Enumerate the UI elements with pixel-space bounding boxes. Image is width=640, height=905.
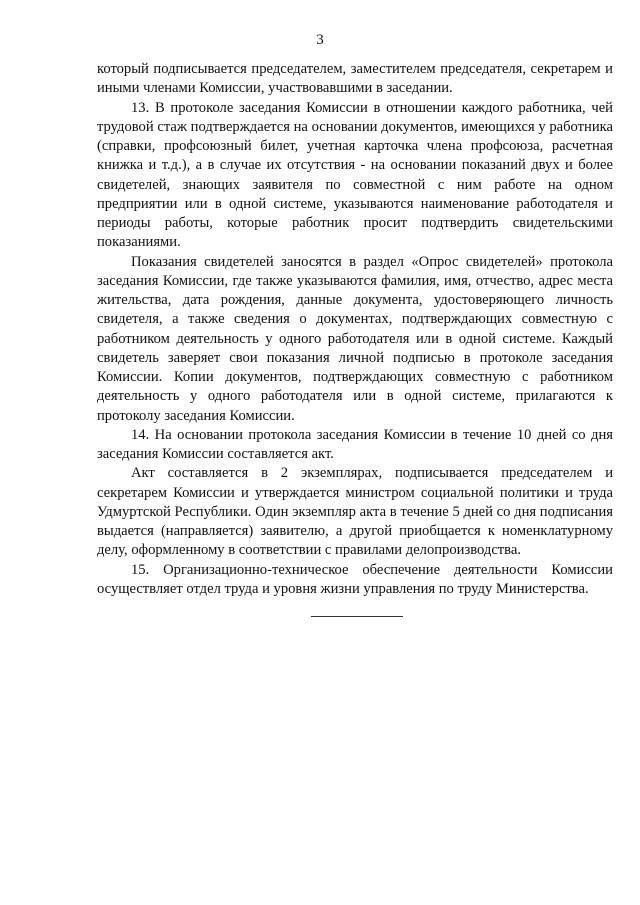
closing-separator-line bbox=[311, 616, 403, 617]
paragraph-item-15: 15. Организационно-техническое обеспечение деятельности Комиссии осуществляет отдел труда и уровня жизни управления по труду Министерства. bbox=[97, 561, 613, 597]
document-body bbox=[97, 60, 613, 599]
paragraph-continuation: который подписывается председателем, заместителем председателя, секретарем и иными членами Комиссии, участвовавшими в заседании. bbox=[97, 61, 613, 97]
paragraph-witness-testimony: Показания свидетелей заносятся в раздел «Опрос свидетелей» протокола заседания Комиссии, где также указываются фамилия, имя, отчество, адрес места жительства, дата рождения, данные документа, удостоверяющего личность свидетеля, а также сведения о документах, подтверждающих совместную с работником деятельность у одного работодателя или в одной системе. Каждый свидетель заверяет свои показания личной подписью в протоколе заседания Комиссии. Копии документов, подтверждающих совместную с работником деятельность у одного работодателя или в одной системе, прилагаются к протоколу заседания Комиссии. bbox=[97, 253, 613, 424]
paragraph-act: Акт составляется в 2 экземплярах, подписывается председателем и секретарем Комиссии и утверждается министром социальной политики и труда Удмуртской Республики. Один экземпляр акта в течение 5 дней со дня подписания выдается (направляется) заявителю, а другой приобщается к номенклатурному делу, оформленному в соответствии с правилами делопроизводства. bbox=[97, 465, 613, 559]
page-number: 3 bbox=[316, 32, 324, 48]
paragraph-item-14: 14. На основании протокола заседания Комиссии в течение 10 дней со дня заседания Комиссии составляется акт. bbox=[97, 426, 613, 462]
paragraph-item-13: 13. В протоколе заседания Комиссии в отношении каждого работника, чей трудовой стаж подтверждается на основании документов, имеющихся у работника (справки, профсоюзный билет, учетная карточка члена профсоюза, расчетная книжка и т.д.), а в случае их отсутствия - на основании показаний двух и более свидетелей, знающих заявителя по совместной с ним работе на одном предприятии или в одной системе, указываются наименование работодателя и периоды работы, которые работник просит подтвердить свидетельскими показаниями. bbox=[97, 99, 613, 251]
